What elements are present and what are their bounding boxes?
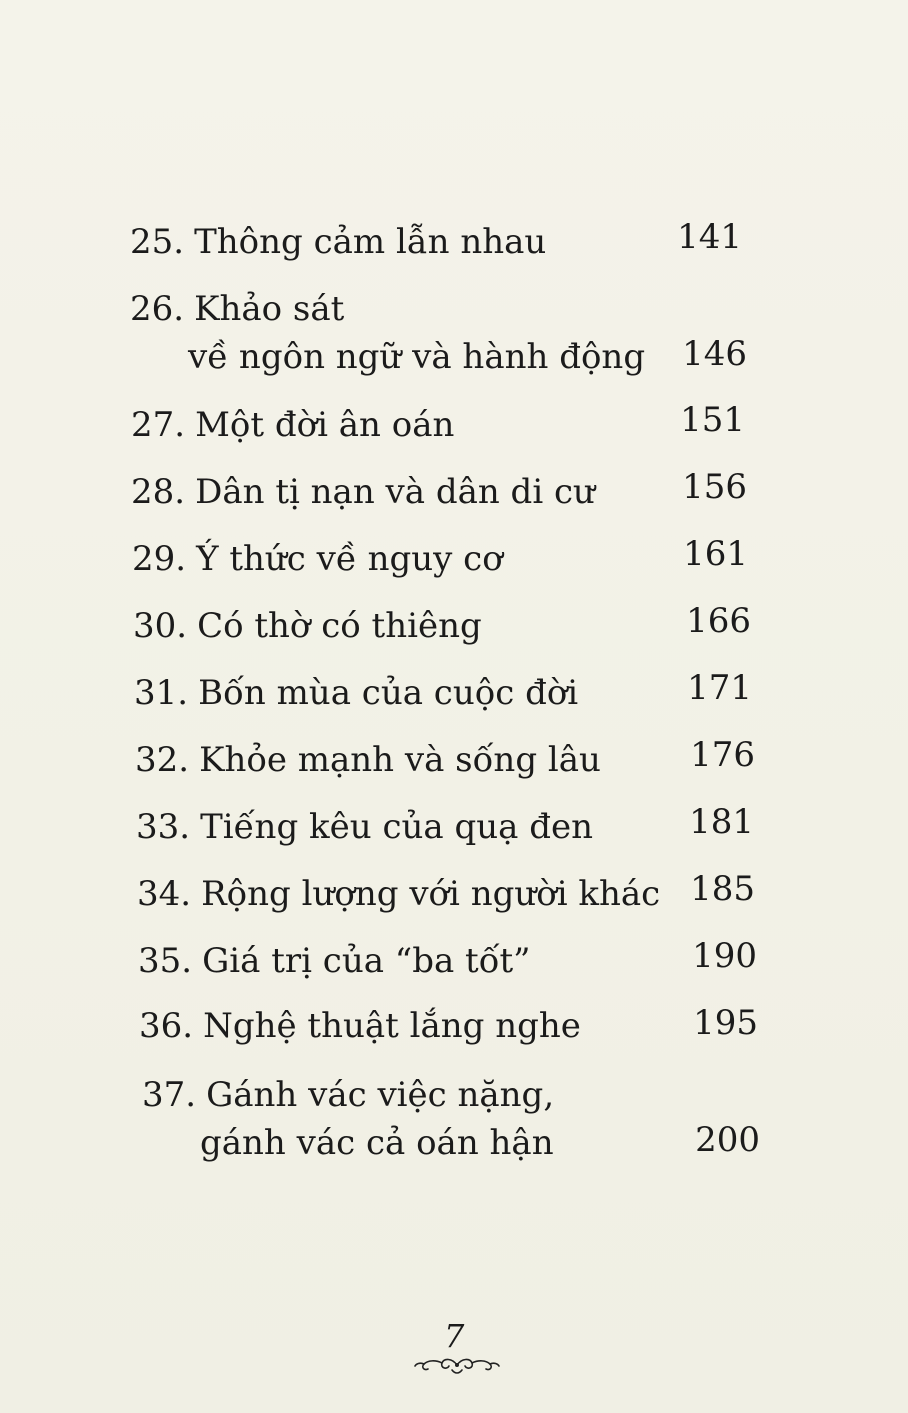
toc-entry-title: Một đời ân oán: [195, 405, 455, 445]
page-number: 7: [444, 1317, 465, 1355]
toc-entry-number: 27.: [131, 405, 186, 445]
toc-entry-number: 30.: [133, 606, 188, 646]
toc-entry-title: Nghệ thuật lắng nghe: [203, 1006, 581, 1046]
toc-entry-title: Dân tị nạn và dân di cư: [195, 472, 595, 512]
toc-entry-title: Tiếng kêu của quạ đen: [200, 807, 593, 847]
toc-entry-page: 146: [682, 334, 747, 374]
toc-entry-number: 25.: [130, 222, 185, 262]
toc-entry-30: [133, 606, 482, 646]
toc-entry-title-continued: gánh vác cả oán hận: [200, 1123, 554, 1163]
toc-entry-number: 33.: [136, 807, 191, 847]
toc-entry-number: 32.: [135, 740, 190, 780]
toc-entry-title: Ý thức về nguy cơ: [196, 539, 503, 579]
toc-entry-page: 156: [682, 467, 747, 507]
toc-entry-page: 195: [693, 1003, 758, 1043]
toc-entry-page: 166: [686, 601, 751, 641]
toc-entry-37: [142, 1075, 554, 1115]
toc-entry-32: [135, 740, 601, 780]
toc-entry-34: [137, 874, 660, 914]
flourish-ornament-icon: [412, 1350, 502, 1380]
toc-entry-number: 35.: [138, 941, 193, 981]
toc-entry-31: [134, 673, 578, 713]
toc-entry-title: Khảo sát: [194, 289, 345, 329]
toc-entry-28: [131, 472, 595, 512]
toc-entry-page: 185: [690, 869, 755, 909]
toc-entry-page: 161: [683, 534, 748, 574]
toc-entry-33: [136, 807, 593, 847]
toc-entry-number: 29.: [132, 539, 187, 579]
toc-entry-number: 34.: [137, 874, 192, 914]
toc-entry-title: Giá trị của “ba tốt”: [202, 941, 531, 981]
toc-entry-page: 190: [692, 936, 757, 976]
toc-entry-title: Khỏe mạnh và sống lâu: [199, 740, 601, 780]
toc-entry-page: 151: [680, 400, 745, 440]
toc-entry-26: [130, 289, 344, 329]
toc-entry-title: Thông cảm lẫn nhau: [194, 222, 547, 262]
toc-entry-number: 28.: [131, 472, 186, 512]
toc-entry-number: 37.: [142, 1075, 197, 1115]
toc-entry-page: 171: [687, 668, 752, 708]
toc-entry-35: [138, 941, 531, 981]
toc-entry-page: 181: [689, 802, 754, 842]
toc-entry-number: 36.: [139, 1006, 194, 1046]
toc-entry-title: Bốn mùa của cuộc đời: [198, 673, 579, 713]
toc-entry-title-continued: về ngôn ngữ và hành động: [188, 337, 646, 377]
toc-entry-number: 26.: [130, 289, 185, 329]
toc-entry-page: 176: [690, 735, 755, 775]
toc-entry-36: [139, 1006, 581, 1046]
toc-entry-title: Gánh vác việc nặng,: [206, 1075, 555, 1115]
toc-entry-29: [132, 539, 503, 579]
toc-entry-title: Có thờ có thiêng: [197, 606, 482, 646]
toc-entry-25: [130, 222, 546, 262]
toc-entry-page: 200: [695, 1120, 760, 1160]
toc-entry-title: Rộng lượng với người khác: [201, 874, 661, 914]
toc-entry-27: [131, 405, 454, 445]
toc-entry-page: 141: [677, 217, 742, 257]
toc-entry-number: 31.: [134, 673, 189, 713]
